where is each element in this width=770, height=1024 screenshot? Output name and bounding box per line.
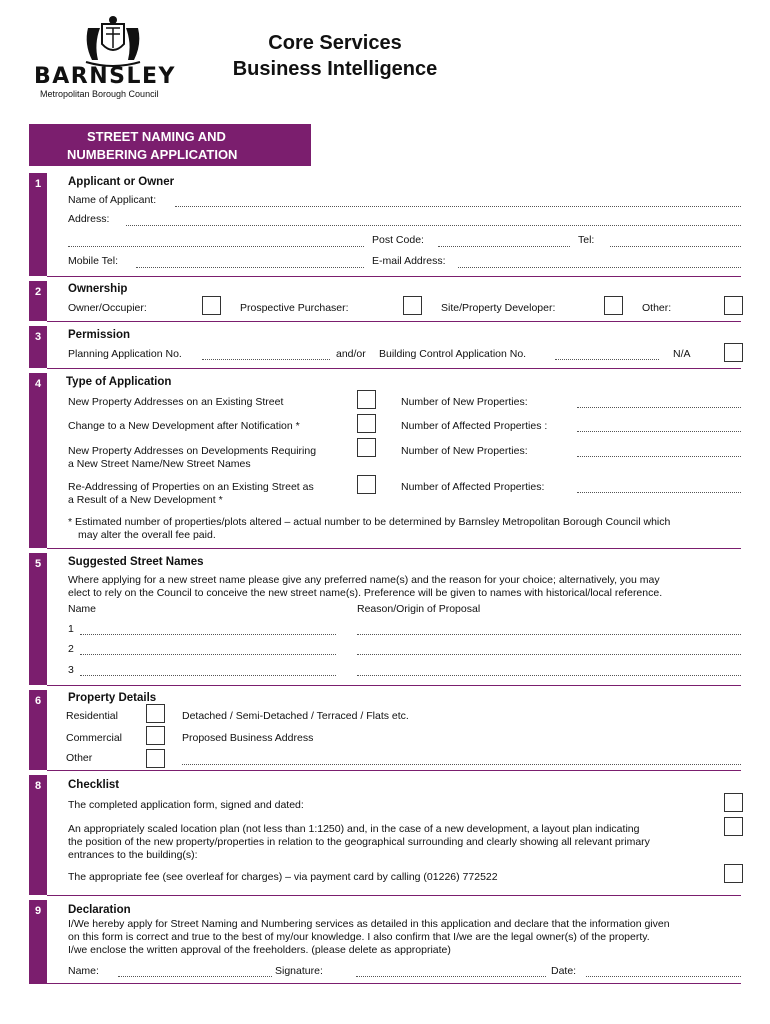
ownership-other-checkbox[interactable] — [724, 296, 743, 315]
type-row-4-checkbox[interactable] — [357, 475, 376, 494]
signature-field[interactable] — [356, 976, 546, 977]
section-title-ownership: Ownership — [68, 283, 128, 295]
street-reason-field-2[interactable] — [357, 654, 741, 655]
divider — [47, 276, 741, 277]
type-row-4-count-label: Number of Affected Properties: — [401, 481, 545, 493]
form-banner — [29, 124, 311, 166]
street-reason-field-1[interactable] — [357, 634, 741, 635]
owner-occupier-label: Owner/Occupier: — [68, 302, 147, 314]
section-number-8: 8 — [29, 775, 47, 895]
street-row-number: 3 — [68, 664, 74, 676]
section-number-3: 3 — [29, 326, 47, 368]
section-number-4: 4 — [29, 373, 47, 548]
address-field-line-2[interactable] — [68, 246, 364, 247]
col-name-header: Name — [68, 603, 97, 615]
planning-app-field[interactable] — [202, 359, 330, 360]
tel-field[interactable] — [610, 246, 741, 247]
residential-label: Residential — [66, 710, 118, 722]
divider — [47, 983, 741, 984]
applicant-name-field[interactable] — [175, 206, 741, 207]
type-row-1-label: New Property Addresses on an Existing Street — [68, 396, 284, 408]
divider — [47, 321, 741, 322]
address-field-line-1[interactable] — [126, 225, 741, 226]
checklist-item-2-line-1: An appropriately scaled location plan (not less than 1:1250) and, in the case of a new development, a layout plan indicating — [68, 823, 640, 835]
divider — [47, 770, 741, 771]
postcode-label: Post Code: — [372, 234, 424, 246]
type-row-3-checkbox[interactable] — [357, 438, 376, 457]
na-checkbox[interactable] — [724, 343, 743, 362]
prospective-purchaser-label: Prospective Purchaser: — [240, 302, 349, 314]
section-title-street-names: Suggested Street Names — [68, 556, 204, 568]
applicant-name-label: Name of Applicant: — [68, 194, 157, 206]
property-other-checkbox[interactable] — [146, 749, 165, 768]
type-row-2-count-field[interactable] — [577, 431, 741, 432]
type-row-1-checkbox[interactable] — [357, 390, 376, 409]
address-label: Address: — [68, 213, 110, 225]
section-number-6: 6 — [29, 690, 47, 770]
and-or-text: and/or — [336, 348, 366, 360]
council-logo — [34, 14, 190, 98]
signature-label: Signature: — [275, 965, 323, 977]
type-row-2-checkbox[interactable] — [357, 414, 376, 433]
tel-label: Tel: — [578, 234, 595, 246]
commercial-checkbox[interactable] — [146, 726, 165, 745]
logo-wordmark: BARNSLEY — [34, 64, 176, 89]
street-name-field-2[interactable] — [80, 654, 336, 655]
checklist-item-2-checkbox[interactable] — [724, 817, 743, 836]
planning-app-label: Planning Application No. — [68, 348, 182, 360]
type-row-4-label-line-1: Re-Addressing of Properties on an Existing Street as — [68, 481, 314, 493]
checklist-item-3: The appropriate fee (see overleaf for charges) – via payment card by calling (01226) 772522 — [68, 871, 498, 883]
section-title-permission: Permission — [68, 329, 130, 341]
street-row-number: 1 — [68, 623, 74, 635]
date-field[interactable] — [586, 976, 741, 977]
section-title-checklist: Checklist — [68, 779, 120, 791]
title-line-1: Core Services — [268, 32, 402, 54]
street-name-field-3[interactable] — [80, 675, 336, 676]
type-row-4-count-field[interactable] — [577, 492, 741, 493]
col-reason-header: Reason/Origin of Proposal — [357, 603, 481, 615]
estimate-note-line-1: * Estimated number of properties/plots altered – actual number to be determined by Barnsley Metropolitan Borough Council which — [68, 516, 671, 528]
street-names-intro-line-2: elect to rely on the Council to conceive the new street name(s). Preference will be given to names with historical/local reference. — [68, 587, 663, 599]
commercial-label: Commercial — [66, 732, 123, 744]
street-reason-field-3[interactable] — [357, 675, 741, 676]
estimate-note-line-2: may alter the overall fee paid. — [78, 529, 216, 541]
email-field[interactable] — [458, 267, 741, 268]
section-number-5: 5 — [29, 553, 47, 685]
declaration-line-1: I/We hereby apply for Street Naming and Numbering services as detailed in this application and declare that the information given — [68, 918, 670, 930]
developer-checkbox[interactable] — [604, 296, 623, 315]
banner-line-1: STREET NAMING AND — [87, 129, 226, 144]
divider — [47, 548, 741, 549]
ownership-other-label: Other: — [642, 302, 672, 314]
type-row-2-count-label: Number of Affected Properties : — [401, 420, 548, 432]
checklist-item-1-checkbox[interactable] — [724, 793, 743, 812]
commercial-description: Proposed Business Address — [182, 732, 314, 744]
declaration-name-field[interactable] — [118, 976, 272, 977]
residential-description: Detached / Semi-Detached / Terraced / Flats etc. — [182, 710, 409, 722]
na-label: N/A — [673, 348, 691, 360]
street-names-intro-line-1: Where applying for a new street name please give any preferred name(s) and the reason for your choice; alternatively, you may — [68, 574, 660, 586]
type-row-2-label: Change to a New Development after Notification * — [68, 420, 300, 432]
declaration-line-2: on this form is correct and true to the best of my/our knowledge. I also confirm that I/we are the legal owner(s) of the property. — [68, 931, 650, 943]
building-control-label: Building Control Application No. — [379, 348, 527, 360]
checklist-item-2-line-3: entrances to the building(s): — [68, 849, 198, 861]
owner-occupier-checkbox[interactable] — [202, 296, 221, 315]
email-label: E-mail Address: — [372, 255, 446, 267]
type-row-3-label-line-2: a New Street Name/New Street Names — [68, 458, 251, 470]
type-row-3-label-line-1: New Property Addresses on Developments Requiring — [68, 445, 317, 457]
section-title-property-details: Property Details — [68, 692, 157, 704]
date-label: Date: — [551, 965, 577, 977]
checklist-item-3-checkbox[interactable] — [724, 864, 743, 883]
prospective-purchaser-checkbox[interactable] — [403, 296, 422, 315]
type-row-3-count-label: Number of New Properties: — [401, 445, 528, 457]
checklist-item-1: The completed application form, signed and dated: — [68, 799, 304, 811]
declaration-line-3: I/we enclose the written approval of the freeholders. (please delete as appropriate) — [68, 944, 451, 956]
building-control-field[interactable] — [555, 359, 659, 360]
declaration-name-label: Name: — [68, 965, 99, 977]
section-title-application-type: Type of Application — [66, 376, 172, 388]
type-row-1-count-label: Number of New Properties: — [401, 396, 528, 408]
residential-checkbox[interactable] — [146, 704, 165, 723]
street-name-field-1[interactable] — [80, 634, 336, 635]
divider — [47, 895, 741, 896]
mobile-field[interactable] — [136, 267, 364, 268]
postcode-field[interactable] — [438, 246, 570, 247]
section-number-9: 9 — [29, 900, 47, 984]
checklist-item-2-line-2: the position of the new property/properties in relation to the geographical surrounding and clearly showing all relevant primary — [68, 836, 650, 848]
type-row-3-count-field[interactable] — [577, 456, 741, 457]
street-row-number: 2 — [68, 643, 74, 655]
logo-subtitle: Metropolitan Borough Council — [40, 89, 159, 99]
divider — [47, 685, 741, 686]
type-row-4-label-line-2: a Result of a New Development * — [68, 494, 223, 506]
section-number-2: 2 — [29, 281, 47, 321]
section-title-applicant: Applicant or Owner — [68, 176, 175, 188]
coat-of-arms-icon — [80, 14, 146, 68]
mobile-label: Mobile Tel: — [68, 255, 118, 267]
property-other-field[interactable] — [182, 764, 741, 765]
page-title — [200, 30, 470, 82]
banner-line-2: NUMBERING APPLICATION — [67, 147, 238, 162]
section-number-1: 1 — [29, 173, 47, 276]
property-other-label: Other — [66, 752, 93, 764]
section-title-declaration: Declaration — [68, 904, 131, 916]
developer-label: Site/Property Developer: — [441, 302, 556, 314]
divider — [47, 368, 741, 369]
title-line-2: Business Intelligence — [232, 58, 438, 80]
type-row-1-count-field[interactable] — [577, 407, 741, 408]
